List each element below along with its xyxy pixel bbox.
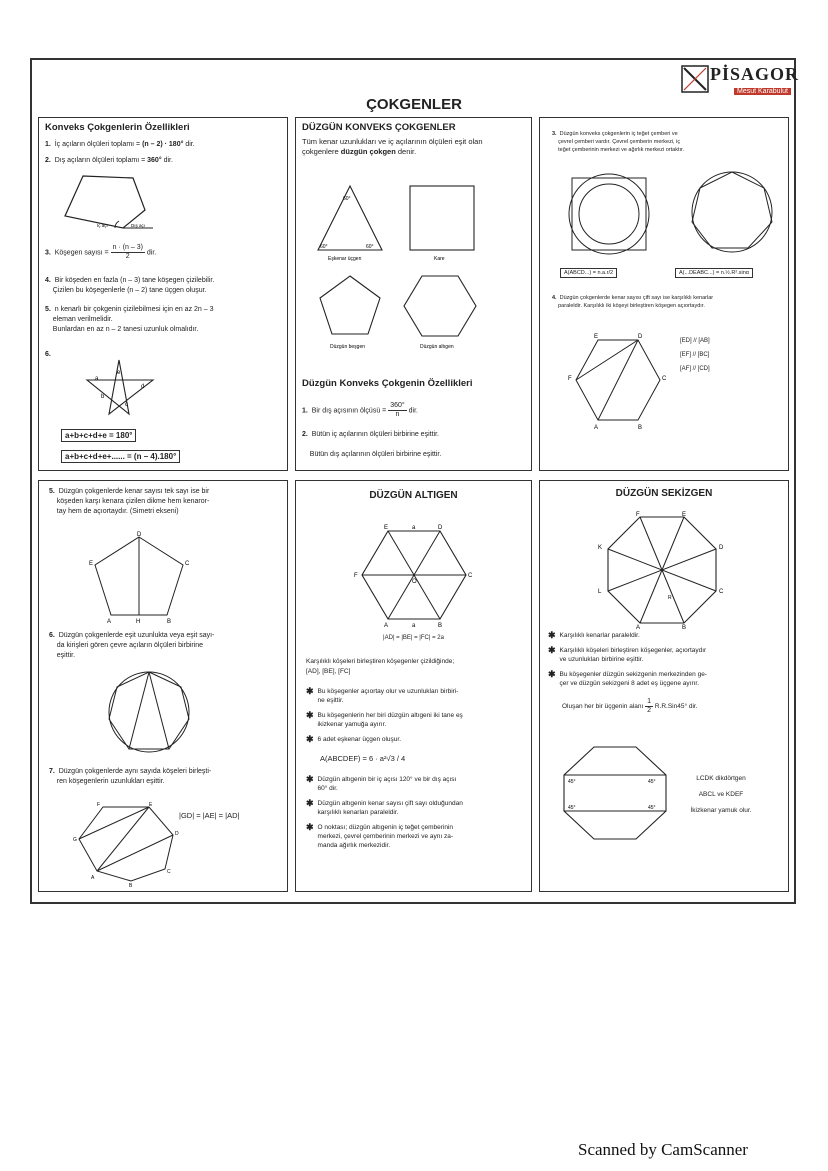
publisher-logo [680,62,800,98]
equal-diagonals: |GD| = |AE| = |AD| [179,811,240,820]
svg-text:B: B [638,425,643,431]
svg-text:K: K [598,545,603,551]
panel4-item5: 5. Düzgün çokgenlerde kenar sayısı tek sayı ise bir köşeden karşı kenara çizilen dikme hem kenaror- tay hem de açıortaydır. (Simetri ekseni) [49,488,210,515]
svg-text:C: C [662,376,667,382]
panel1-item4: 4. Bir köşeden en fazla (n – 3) tane köşegen çizilebilir. Çizilen bu köşegenlerle (n – 2) tane üçgen oluşur. [45,277,215,294]
svg-text:D: D [137,532,142,538]
logo-brand: PİSAGOR [710,64,800,84]
panel1-item6-num: 6. [45,351,51,358]
panel-odd-even-properties [38,480,288,892]
svg-text:B: B [438,623,443,629]
general-sum-box: a+b+c+d+e+...... = (n – 4).180° [61,450,180,463]
panel2-intro: Tüm kenar uzunlukları ve iç açılarının ölçüleri eşit olan çokgenlere düzgün çokgen denir. [302,137,483,156]
logo-author: Mesut Karabulut [734,88,791,95]
panel5-intro: Karşılıklı köşeleri birleştiren köşegenler çizildiğinde; [AD], [BE], [FC] [306,658,455,675]
circles-figure [552,166,782,256]
panel-convex-properties [38,117,288,471]
svg-text:A: A [636,625,641,629]
panel2-prop1: 1. Bir dış açısının ölçüsü = $\frac{360^\circ}{n}$ dir. [302,402,418,418]
svg-text:Eşkenar üçgen: Eşkenar üçgen [328,256,362,262]
panel2-heading: DÜZGÜN KONVEKS ÇOKGENLER [302,122,456,133]
logo-icon [680,64,710,94]
svg-text:A: A [384,623,389,629]
pentagon-angles-figure [53,170,173,236]
svg-text:F: F [354,573,358,579]
svg-text:a: a [95,376,99,382]
heptagon-diagonals-figure [73,801,183,887]
svg-text:E: E [89,561,94,567]
svg-text:d: d [141,384,145,390]
svg-text:c: c [125,402,128,408]
svg-text:D: D [719,545,724,551]
pentagon-axis-figure [89,531,199,625]
svg-text:E: E [594,334,599,340]
svg-text:C: C [185,561,190,567]
area-box-right: A(...DEABC...) = n.½.R².sinα [675,268,753,278]
area-box-left: A(ABCD...) = n.a.r/2 [560,268,617,278]
octagon-figure [592,511,732,629]
panel4-item6: 6. Düzgün çokgenlerde eşit uzunlukta veya eşit sayı- da kirişleri gören çevre açıların ölçüleri birbirine eşittir. [49,632,215,659]
svg-text:D: D [638,334,643,340]
svg-text:a: a [412,623,416,629]
svg-text:A: A [91,875,95,881]
svg-text:H: H [136,619,141,625]
svg-text:e: e [117,370,121,376]
panel2-prop2: 2. Bütün iç açılarının ölçüleri birbirine eşittir. Bütün dış açılarının ölçüleri birbirine eşittir. [302,431,442,458]
panel1-item3: 3. Köşegen sayısı = $\frac{n \cdot (n - 3)}{2}$ dir. [45,244,157,260]
svg-text:b: b [101,394,105,400]
panel1-item2: 2. Dış açıların ölçüleri toplamı = 360° dir. [45,157,173,164]
svg-text:E: E [384,525,389,531]
svg-text:C: C [167,869,171,875]
svg-text:F: F [568,376,572,382]
octagon-notes: LCDK dikdörtgen ABCL ve KDEF İkizkenar yamuk olur. [690,775,752,814]
panel-circles-parallels [539,117,789,471]
panel3-item3: 3. Düzgün konveks çokgenlerin iç teğet çemberi ve çevrel çemberi vardır. Çevrel çemberin merkezi, iç teğet çemberinin merkezi ve ağırlık merkezi ortaktır. [552,131,685,153]
svg-text:D: D [175,831,179,837]
panel-regular-hexagon [295,480,532,892]
svg-text:Düzgün altıgen: Düzgün altıgen [420,344,454,350]
hexagon-diagonals-eq: |AD| = |BE| = |FC| = 2a [383,635,444,641]
svg-text:E: E [149,802,153,808]
svg-text:Düzgün beşgen: Düzgün beşgen [330,344,366,350]
scanner-watermark: Scanned by CamScanner [578,1140,748,1159]
svg-text:45°: 45° [568,779,576,785]
triangle-area: Oluşan her bir üçgenin alanı $\frac{1}{2} R.R.Sin45^\circ$ dir. [562,698,698,714]
svg-text:O: O [412,579,417,585]
svg-text:R: R [668,595,672,601]
svg-text:a: a [412,525,416,531]
panel5-bullets: ✱ Bu köşegenler açıortay olur ve uzunlukları birbiri- ne eşittir. ✱ Bu köşegenlerin her biri düzgün altıgeni iki tane eş ikizkenar yamuğa ayırır. ✱ 6 adet eşkenar üçgen oluşur. A(ABCDEF) = 6 · a²√3 / 4 ✱ Düzgün altıgenin bir iç açısı 120° ve bir dış açısı 60° dir. ✱ Düzgün altıgenin kenar sayısı çift sayı olduğundan karşılıklı kenarları paraleldir. ✱ O noktası; düzgün altıgenin iç teğet çemberinin merkezi, çevrel çemberinin merkezi ve aynı za- manda ağırlık merkezidir. [306,687,526,850]
hexagon-triangles-figure [352,521,476,629]
svg-text:F: F [97,802,101,808]
inscribed-heptagon-figure [99,667,199,757]
hexagon-parallels-figure [568,332,678,432]
panel4-item7: 7. Düzgün çokgenlerde aynı sayıda köşeleri birleşti- ren köşegenlerin uzunlukları eşittir. [49,768,212,785]
svg-text:45°: 45° [648,779,656,785]
parallel-list: [ED] // [AB] [EF] // [BC] [AF] // [CD] [680,338,710,372]
svg-text:D: D [438,525,443,531]
fig-dis-label: Dış açı [131,223,146,228]
hexagon-area-formula: A(ABCDEF) = 6 · a²√3 / 4 [320,754,406,763]
panel-regular-octagon [539,480,789,892]
fig-ic-label: İç açı [97,223,108,228]
panel6-bullets: ✱ Karşılıklı kenarlar paraleldir. ✱ Karşılıklı köşeleri birleştiren köşegenler, açıortaydır ve uzunlukları birbirine eşittir. ✱ Bu köşegenler düzgün sekizgenin merkezinden ge- çer ve düzgün sekizgeni 8 adet eş üçgene ayırır. Oluşan her bir üçgenin alanı $\frac{1}{2} R.R.Sin45^\circ$ dir. [548,631,782,715]
svg-text:L: L [598,589,602,595]
svg-text:A: A [107,619,112,625]
svg-text:B: B [129,883,133,887]
svg-text:E: E [682,512,687,518]
svg-text:45°: 45° [648,805,656,811]
svg-text:Kare: Kare [434,256,445,262]
panel5-heading: DÜZGÜN ALTIGEN [369,490,458,501]
svg-text:C: C [719,589,724,595]
svg-text:60°: 60° [320,244,328,250]
svg-text:G: G [73,837,77,843]
panel1-heading: Konveks Çokgenlerin Özellikleri [45,122,190,133]
panel-regular-convex [295,117,532,471]
regular-polygons-figure [310,178,520,358]
panel1-item5: 5. n kenarlı bir çokgenin çizilebilmesi için en az 2n – 3 eleman verilmelidir. Bunlardan en az n – 2 tanesi uzunluk olmalıdır. [45,306,214,333]
panel6-heading: DÜZGÜN SEKİZGEN [615,488,713,499]
svg-text:60°: 60° [366,244,374,250]
svg-text:C: C [468,573,473,579]
star-sum-box: a+b+c+d+e = 180° [61,429,136,442]
panel3-item4: 4. Düzgün çokgenlerde kenar sayısı çift sayı ise karşılıklı kenarlar paraleldir. Karşılıklı iki köşeyi birleştiren köşegen açıortaydır. [552,295,714,309]
page-title: ÇOKGENLER [366,96,462,113]
svg-text:60°: 60° [343,196,351,202]
panel1-item1: 1. İç açıların ölçüleri toplamı = (n – 2) · 180° dir. [45,141,195,148]
svg-text:B: B [682,625,687,629]
svg-text:B: B [167,619,172,625]
octagon-trapezoid-figure [550,739,680,849]
svg-text:A: A [594,425,599,431]
panel2-heading2: Düzgün Konveks Çokgenin Özellikleri [302,378,473,389]
svg-text:F: F [636,512,640,518]
star-figure [79,356,159,424]
svg-text:45°: 45° [568,805,576,811]
